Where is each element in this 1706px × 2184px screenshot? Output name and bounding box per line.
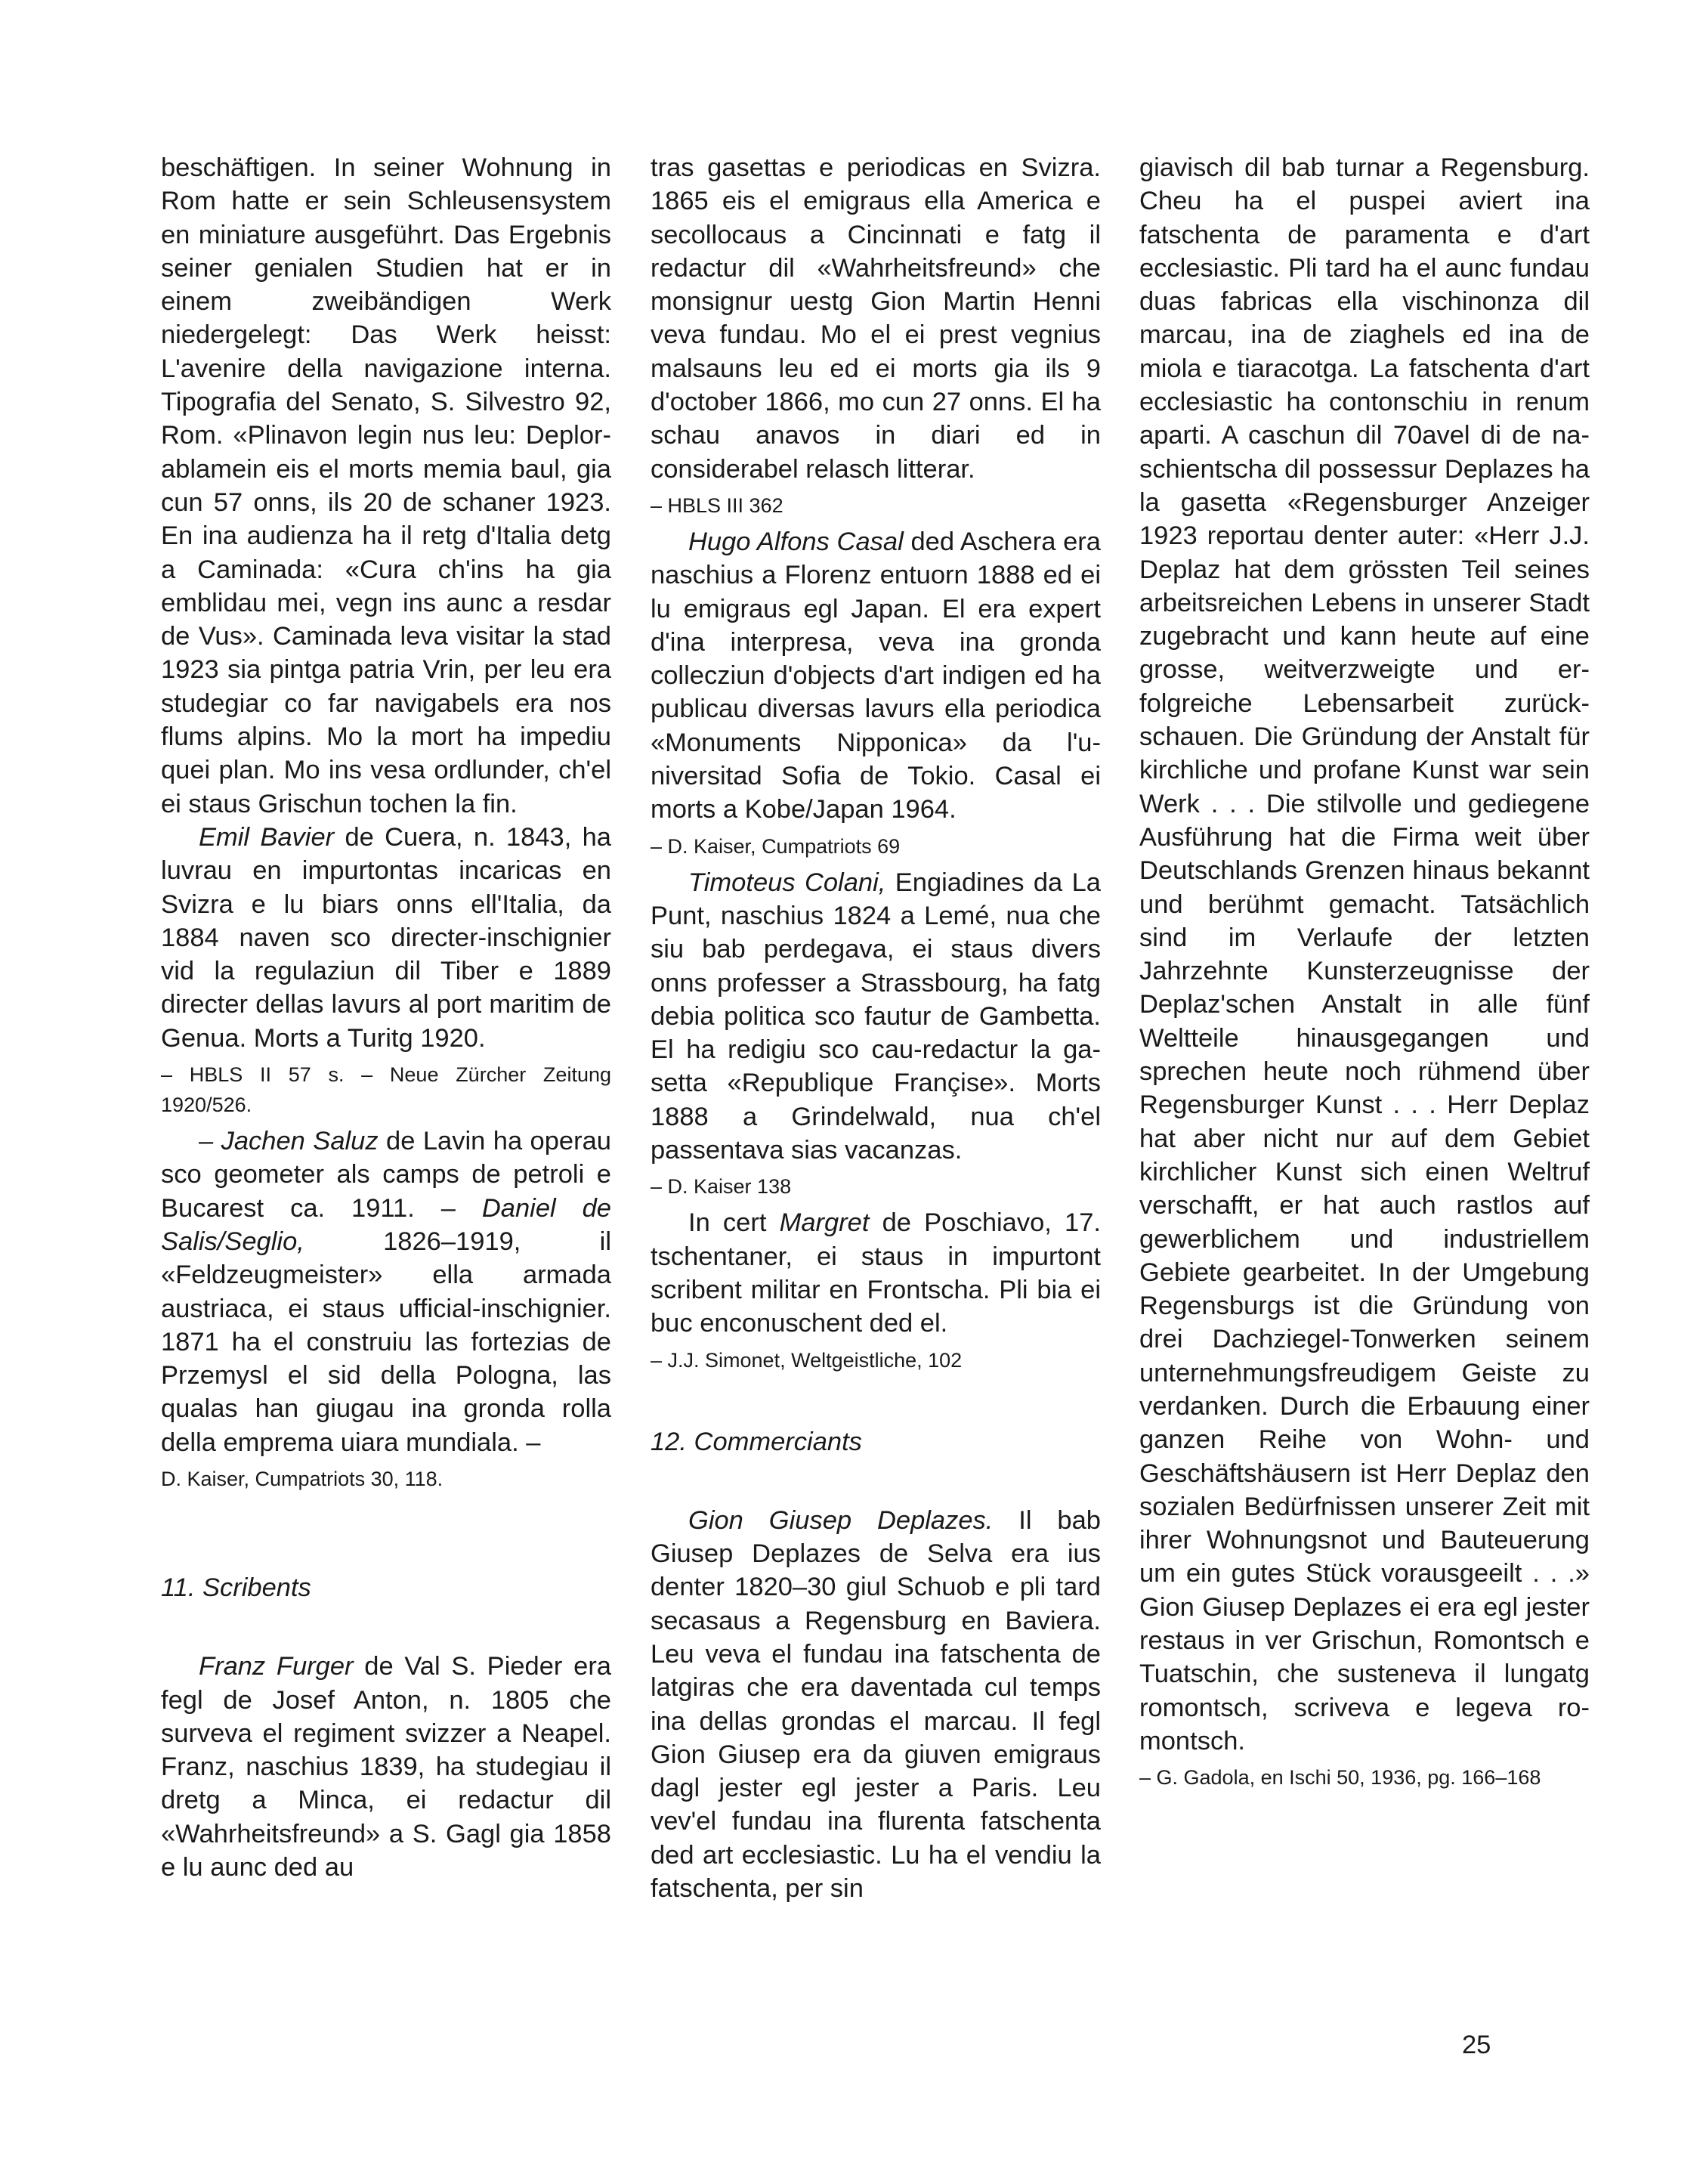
dash: – [199,1127,221,1156]
text-column-3 [1139,151,1590,1797]
reference: – J.J. Simonet, Weltgeistliche, 102 [651,1348,963,1372]
paragraph [161,1124,611,1459]
paragraph-text: Il bab Giusep Deplazes de Selva era ius denter 1820–30 giul Schuob e pli tard secasaus a Regensburg en Baviera. Leu veva el fundau ina fatschenta de latgiras che era daventada cul temps ina dellas grondas el marcau. Il fegl Gion Giusep era da giuven emigraus dagl jester egl jester a Paris. Leu vev'el fundau ina flurenta fatschenta ded art ecclesiastic. Lu ha el vendiu la fatschenta, per sin [651,1505,1101,1904]
person-name: Margret [779,1208,870,1238]
person-name: Daniel de Salis/Seglio, [161,1193,611,1256]
reference: – HBLS III 362 [651,493,783,517]
paragraph-text: de Lavin ha operau sco geometer als camps de petroli e Bucarest ca. 1911. – [161,1127,611,1223]
reference: – G. Gadola, en Ischi 50, 1936, pg. 166–168 [1139,1766,1541,1790]
paragraph [651,866,1101,1168]
section-heading: 12. Commerciants [651,1427,862,1456]
paragraph [161,821,611,1055]
paragraph-text: Engiadines da La Punt, naschius 1824 a Lemé, nua che siu bab perdegava, ei staus divers onns professer a Strassbourg, ha fatg debia politica sco fautur de Gambetta. El ha redigiu sco cau-redactur la gasetta «Republique Françise». Morts 1888 a Grindelwald, nua ch'el passentava sias vacanzas. [651,868,1101,1165]
paragraph: tras gasettas e periodicas en Svizra. 1865 eis el emigraus ella America e secollocaus a Cincinnati e fatg il redactur dil «Wahrheitsfreund» che monsignur uestg Gion Martin Henni veva fundau. Mo el ei prest vegnius malsauns leu ed ei morts gia ils 9 d'october 1866, mo cun 27 onns. El ha schau anavos in diari ed in considerabel relasch litterar. [651,153,1101,484]
person-name: Gion Giusep Deplazes. [688,1505,994,1535]
reference: – D. Kaiser, Cumpatriots 69 [651,834,901,858]
spacer [651,1459,1101,1504]
paragraph-text: de Val S. Pieder era fegl de Josef Anton, n. 1805 che surveva el regiment svizzer a Neapel. Franz, naschius 1839, ha studegiau il dretg a Minca, ei redactur dil «Wahrheitsfreund» a S. Gagl gia 1858 e lu aunc ded au [161,1652,611,1882]
spacer [651,1380,1101,1425]
reference: – HBLS II 57 s. – Neue Zürcher Zeitung 1920/526. [161,1063,611,1117]
paragraph-text: 1826–1919, il «Feldzeugmeister» ella armada austriaca, ei staus ufficial-inschignier. 1871 ha el construiu las fortezias de Przemysl el sid della Pologna, las qualas han giugau ina gronda rolla della emprema uiara mundiala. – [161,1227,611,1457]
person-name: Emil Bavier [199,822,335,852]
paragraph-text: de Cuera, n. 1843, ha luvrau en impurtontas incaricas en Svizra e lu biars onns ell'Italia, da 1884 naven sco directer-inschignier vid la regulaziun dil Tiber e 1889 directer dellas lavurs al port maritim de Genua. Morts a Turitg 1920. [161,822,611,1053]
person-name: Hugo Alfons Casal [688,527,904,556]
paragraph-text: In cert [688,1208,780,1238]
paragraph: giavisch dil bab turnar a Regensburg. Cheu ha el puspei aviert ina fatschenta de paramenta e d'art ecclesiastic. Pli tard ha el aunc fundau duas fabricas ella vischinonza dil marcau, ina de ziaghels ed ina de miola e tiaracotga. La fatschenta d'art ecclesiastic ha contonschiu in renum aparti. A caschun dil 70avel di de naschientscha dil possessur Deplazes ha la gasetta «Regensburger Anzeiger 1923 reportau denter auter: «Herr J.J. Deplaz hat dem grössten Teil seines arbeitsreichen Lebens in unserer Stadt zugebracht und kann heute auf eine grosse, weitverzweigte und erfolgreiche Lebensarbeit zurückschauen. Die Gründung der Anstalt für kirchliche und profane Kunst war sein Werk . . . Die stilvolle und gediegene Ausführung hat die Firma weit über Deutschlands Grenzen hinaus bekannt und berühmt gemacht. Tatsächlich sind im Verlaufe der letzten Jahrzehnte Kunsterzeugnisse der Deplaz'schen Anstalt in alle fünf Weltteile hinausgegangen und sprechen heute noch rühmend über Regensburger Kunst . . . Herr Deplaz hat aber nicht nur auf dem Gebiet kirchlicher Kunst sich einen Weltruf verschafft, er hat auch rastlos auf gewerblichem und industriellem Gebiete gearbeitet. In der Umgebung Regensburgs ist die Gründung von drei Dachziegel-Tonwerken seinem unternehmungsfreudigem Geiste zu verdanken. Durch die Erbauung einer ganzen Reihe von Wohn- und Geschäftshäusern ist Herr Deplaz den sozialen Bedürfnissen unserer Zeit mit ihrer Wohnungsnot und Bauteuerung um ein gutes Stück vorausgeeilt . . .» Gion Giusep Deplazes ei era egl jester restaus in ver Grischun, Romontsch e Tuatschin, che susteneva il lungatg romontsch, scriveva e legeva romontsch. [1139,153,1590,1756]
paragraph-text: ded Aschera era naschius a Florenz entuorn 1888 ed ei lu emigraus egl Japan. El era expert d'ina interpresa, veva ina gronda collecziun d'objects d'art indigen ed ha publicau diversas lavurs ella periodica «Monuments Nipponica» da l'universitad Sofia de Tokio. Casal ei morts a Kobe/Japan 1964. [651,527,1101,824]
section-heading: 11. Scribents [161,1573,311,1602]
text-column-2 [651,151,1101,1905]
reference: D. Kaiser, Cumpatriots 30, 118. [161,1467,443,1490]
paragraph: beschäftigen. In seiner Wohnung in Rom hatte er sein Schleusensystem en miniature ausgeführt. Das Ergebnis seiner genialen Studien hat er in einem zweibändigen Werk niedergelegt: Das Werk heisst: L'avenire della navigazione interna. Tipografia del Senato, S. Silvestro 92, Rom. «Plinavon legin nus leu: Deplorablamein eis el morts memia baul, gia cun 57 onns, ils 20 de schaner 1923. En ina audienza ha il retg d'Italia detg a Caminada: «Cura ch'ins ha gia emblidau mei, vegn ins aunc a resdar de Vus». Caminada leva visitar la stad 1923 sia pintga patria Vrin, per leu era studegiar co far navigabels era nos flums alpins. Mo la mort ha impediu quei plan. Mo ins vesa ordlunder, ch'el ei staus Grischun tochen la fin. [161,153,611,818]
paragraph [651,1206,1101,1340]
text-column-1 [161,151,611,1884]
page-number: 25 [1462,2031,1491,2059]
person-name: Jachen Saluz [221,1127,379,1156]
paragraph-text: de Poschiavo, 17. tschentaner, ei staus in impurtont scribent militar en Frontscha. Pli bia ei buc enconuschent ded el. [651,1208,1101,1338]
person-name: Franz Furger [199,1652,354,1681]
paragraph [161,1650,611,1884]
reference: – D. Kaiser 138 [651,1175,792,1199]
paragraph [651,1504,1101,1906]
paragraph [651,525,1101,827]
spacer [161,1604,611,1650]
person-name: Timoteus Colani, [688,868,886,897]
spacer [161,1499,611,1571]
